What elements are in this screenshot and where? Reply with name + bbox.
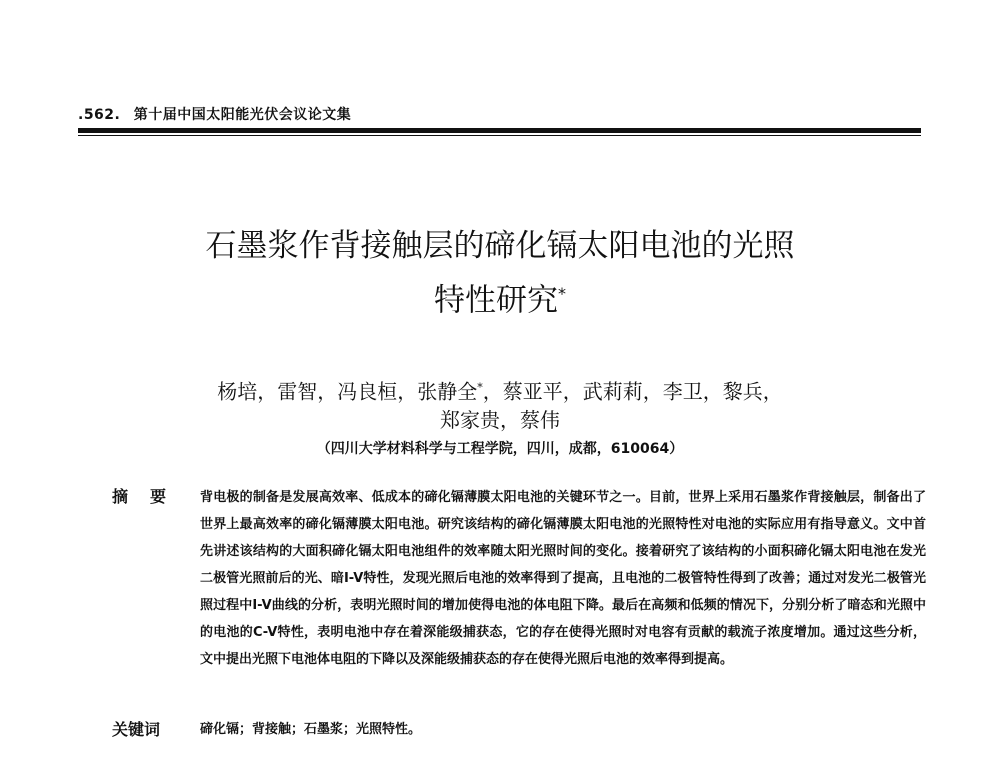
title-line-2: 特性研究 xyxy=(434,282,558,319)
corresponding-author-marker: * xyxy=(477,381,483,394)
authors-line-1-end: ，蔡亚平，武莉莉，李卫，黎兵， xyxy=(482,379,783,404)
author-list xyxy=(100,374,900,434)
keywords-text: 碲化镉；背接触；石墨浆；光照特性。 xyxy=(200,722,422,737)
title-footnote-marker: * xyxy=(558,284,566,303)
paper-title xyxy=(100,222,900,324)
abstract-text: 背电极的制备是发展高效率、低成本的碲化镉薄膜太阳电池的关键环节之一。目前，世界上采用石墨浆作背接触层，制备出了世界上最高效率的碲化镉薄膜太阳电池。研究该结构的碲化镉薄膜太阳电池的光照特性对电池的实际应用有指导意义。文中首先讲述该结构的大面积碲化镉太阳电池组件的效率随太阳光照时间的变化。接着研究了该结构的小面积碲化镉太阳电池在发光二极管光照前后的光、暗I-V特性，发现光照后电池的效率得到了提高，且电池的二极管特性得到了改善；通过对发光二极管光照过程中I-V曲线的分析，表明光照时间的增加使得电池的体电阻下降。最后在高频和低频的情况下，分别分析了暗态和光照中的电池的C-V特性，表明电池中存在着深能级捕获态，它的存在使得光照时对电容有贡献的载流子浓度增加。通过这些分析，文中提出光照下电池体电阻的下降以及深能级捕获态的存在使得光照后电池的效率得到提高。 xyxy=(200,490,926,667)
keywords-label: 关键词 xyxy=(112,720,161,739)
header-rule-thick xyxy=(78,128,921,133)
authors-line-1-start: 杨培，雷智，冯良桓，张静全 xyxy=(217,379,478,404)
affiliation: （四川大学材料科学与工程学院，四川，成都，610064） xyxy=(316,441,684,457)
abstract-label: 摘要 xyxy=(112,487,189,506)
title-line-1: 石墨浆作背接触层的碲化镉太阳电池的光照 xyxy=(205,228,795,264)
running-header xyxy=(78,104,351,124)
page-number: .562. xyxy=(78,107,121,123)
authors-line-2: 郑家贵，蔡伟 xyxy=(440,407,560,432)
journal-title: 第十届中国太阳能光伏会议论文集 xyxy=(133,107,352,123)
header-rule-thin xyxy=(78,135,921,136)
